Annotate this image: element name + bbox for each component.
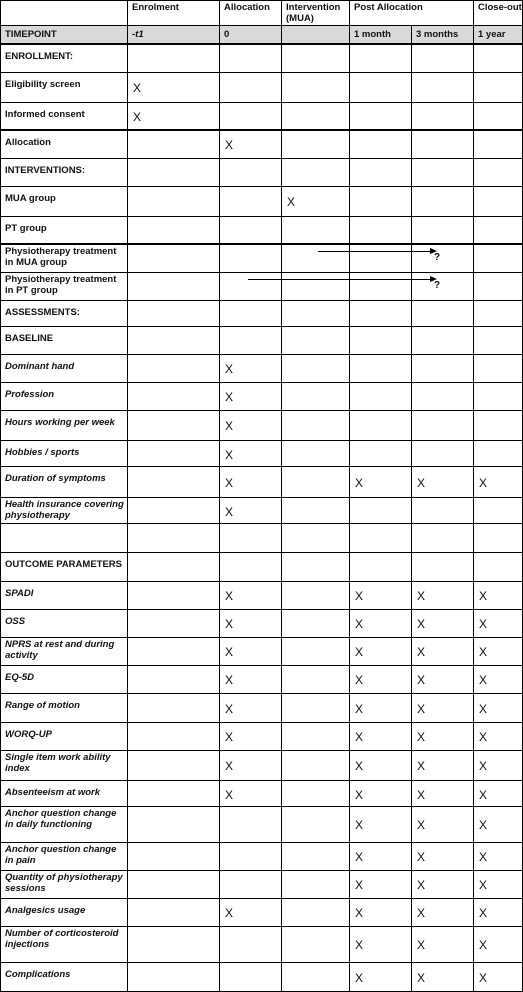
x-mark: X [355,475,364,490]
x-mark: X [417,475,426,490]
x-mark: X [355,589,364,603]
row-label: Single item work ability index [5,752,111,774]
row-label: Health insurance covering physiotherapy [5,499,124,521]
x-mark: X [225,589,234,603]
table-top-border [0,0,523,1]
row-divider [0,693,523,694]
x-mark: X [355,759,364,773]
x-mark: X [417,701,426,716]
x-mark: X [417,906,426,920]
x-mark: X [479,759,488,773]
timepoint-value: -t1 [132,29,144,40]
x-mark: X [417,878,426,892]
row-label: Anchor question change in pain [5,844,117,866]
row-divider [0,354,523,355]
column-divider [473,0,474,992]
row-divider [0,43,523,45]
timepoint-value: 1 month [354,29,391,40]
x-mark: X [479,645,488,659]
row-divider [0,272,523,273]
end-mark: ? [434,252,441,263]
x-mark: X [479,673,488,687]
x-mark: X [417,788,426,802]
x-mark: X [479,788,488,802]
row-label: Physiotherapy treatment in MUA group [5,246,117,268]
row-divider [0,780,523,781]
x-mark: X [225,390,234,404]
x-mark: X [287,195,296,209]
column-divider [349,0,350,992]
row-label: Number of corticosteroid injections [5,928,119,950]
column-divider [219,0,220,992]
x-mark: X [225,475,234,490]
x-mark: X [479,617,488,631]
row-label: Physiotherapy treatment in PT group [5,274,117,296]
x-mark: X [225,730,234,744]
x-mark: X [355,938,364,952]
x-mark: X [355,788,364,802]
x-mark: X [479,938,488,952]
row-divider [0,326,523,327]
timepoint-label: TIMEPOINT [5,29,57,40]
column-header: Post Allocation [354,2,423,13]
x-mark: X [225,673,234,687]
row-label: Hours working per week [5,417,115,428]
x-mark: X [479,906,488,920]
row-divider [0,898,523,899]
row-divider [0,665,523,666]
x-mark: X [355,645,364,659]
row-divider [0,410,523,411]
row-label: Dominant hand [5,361,75,372]
row-divider [0,300,523,301]
row-label: Eligibility screen [5,79,81,90]
row-divider [0,523,523,524]
row-label: Anchor question change in daily functioning [5,808,117,830]
row-label: INTERVENTIONS: [5,165,86,176]
x-mark: X [355,730,364,744]
x-mark: X [355,906,364,920]
x-mark: X [225,701,234,716]
row-label: EQ-5D [5,672,35,683]
row-label: Range of motion [5,700,80,711]
row-label: OUTCOME PARAMETERS [5,559,122,570]
column-header: Intervention (MUA) [286,2,341,24]
row-label [0,523,127,552]
row-divider [0,609,523,610]
x-mark: X [133,110,142,124]
x-mark: X [225,138,234,152]
x-mark: X [417,850,426,864]
row-label: Quantity of physiotherapy sessions [5,872,123,894]
treatment-arrow-line [318,251,430,252]
x-mark: X [225,759,234,773]
x-mark: X [355,850,364,864]
row-divider [0,497,523,498]
row-divider [0,870,523,871]
x-mark: X [225,505,234,519]
row-label: Absenteeism at work [5,787,101,798]
x-mark: X [479,818,488,832]
x-mark: X [417,818,426,832]
row-label: Hobbies / sports [5,447,80,458]
x-mark: X [355,818,364,832]
x-mark: X [225,617,234,631]
column-divider [281,0,282,992]
row-label: WORQ-UP [5,729,52,740]
row-label: OSS [5,616,26,627]
column-header: Enrolment [132,2,179,13]
x-mark: X [417,971,426,985]
row-divider [0,102,523,103]
column-header: Close-out [478,2,522,13]
row-label: MUA group [5,193,56,204]
row-label: Duration of symptoms [5,473,106,484]
x-mark: X [417,938,426,952]
row-label: BASELINE [5,333,54,344]
timepoint-value: 0 [224,29,230,40]
x-mark: X [479,701,488,716]
column-divider [0,0,1,992]
row-label: ENROLLMENT: [5,51,74,62]
column-divider [127,0,128,992]
x-mark: X [355,878,364,892]
row-divider [0,129,523,131]
x-mark: X [133,81,142,95]
x-mark: X [479,971,488,985]
row-label: Analgesics usage [5,905,86,916]
x-mark: X [225,448,234,462]
x-mark: X [417,673,426,687]
x-mark: X [225,419,234,433]
x-mark: X [479,475,488,490]
row-divider [0,637,523,638]
row-divider [0,186,523,187]
timepoint-value: 3 months [416,29,459,40]
x-mark: X [355,617,364,631]
row-label: ASSESSMENTS: [5,307,80,318]
x-mark: X [225,906,234,920]
row-divider [0,216,523,217]
row-divider [0,158,523,159]
treatment-arrow-line [248,279,430,280]
end-mark: ? [434,280,441,291]
row-divider [0,806,523,807]
x-mark: X [479,850,488,864]
row-label: Complications [5,969,71,980]
x-mark: X [479,878,488,892]
column-header: Allocation [224,2,270,13]
row-label: Profession [5,389,55,400]
row-label: Informed consent [5,109,85,120]
x-mark: X [417,645,426,659]
x-mark: X [225,362,234,376]
x-mark: X [417,617,426,631]
row-divider [0,466,523,467]
row-label: Allocation [5,137,51,148]
row-label: SPADI [5,588,34,599]
row-label: NPRS at rest and during activity [5,639,115,661]
row-divider [0,750,523,751]
row-label: PT group [5,223,47,234]
row-divider [0,926,523,927]
row-divider [0,72,523,73]
row-divider [0,552,523,553]
x-mark: X [417,730,426,744]
row-divider [0,962,523,963]
row-divider [0,243,523,245]
row-divider [0,581,523,582]
x-mark: X [355,673,364,687]
x-mark: X [479,730,488,744]
row-divider [0,25,523,26]
row-divider [0,842,523,843]
x-mark: X [355,971,364,985]
x-mark: X [479,589,488,603]
row-divider [0,382,523,383]
row-divider [0,722,523,723]
column-divider [411,25,412,992]
x-mark: X [417,759,426,773]
x-mark: X [417,589,426,603]
timepoint-value: 1 year [478,29,506,40]
row-divider [0,440,523,441]
x-mark: X [225,788,234,802]
x-mark: X [225,645,234,659]
x-mark: X [355,701,364,716]
